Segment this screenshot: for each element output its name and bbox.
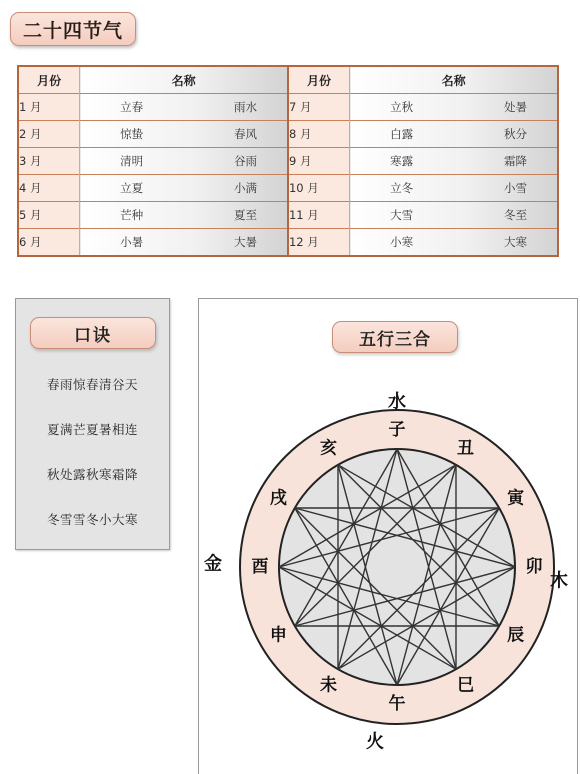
names-cell [350, 148, 558, 175]
names-cell [80, 202, 288, 229]
names-cell [350, 94, 558, 121]
month-cell: 2 月 [18, 121, 80, 148]
names-cell [350, 229, 558, 257]
term-name: 春风 [233, 127, 257, 141]
table-row [18, 175, 558, 202]
month-cell: 1 月 [18, 94, 80, 121]
term-name: 立春 [120, 100, 144, 114]
table-row [18, 121, 558, 148]
month-cell: 4 月 [18, 175, 80, 202]
element-east: 木 [550, 570, 568, 592]
month-cell: 10 月 [288, 175, 350, 202]
month-cell: 11 月 [288, 202, 350, 229]
element-west: 金 [204, 553, 222, 575]
inner-circle [279, 449, 515, 685]
verse-line: 春雨惊春清谷天 [46, 377, 138, 392]
table-row [18, 148, 558, 175]
branch-label: 未 [320, 675, 337, 696]
verse-line: 冬雪雪冬小大寒 [46, 512, 138, 527]
term-name: 白露 [390, 127, 414, 141]
term-name: 处暑 [504, 100, 527, 114]
branch-label: 申 [269, 625, 287, 646]
branch-label: 午 [388, 694, 406, 714]
term-name: 霜降 [504, 154, 527, 168]
wuxing-wheel-diagram [199, 299, 577, 774]
element-south: 火 [366, 731, 384, 753]
verse-panel [15, 298, 170, 550]
page-title: 二十四节气 [10, 12, 136, 46]
term-name: 大暑 [233, 235, 257, 249]
wuxing-panel [198, 298, 578, 774]
term-name: 雨水 [233, 100, 257, 114]
month-cell: 3 月 [18, 148, 80, 175]
name-header: 名称 [350, 66, 558, 94]
names-cell [80, 94, 288, 121]
solar-terms-table [17, 65, 559, 257]
branch-label: 戌 [269, 488, 287, 509]
term-name: 立秋 [390, 100, 414, 114]
month-cell: 8 月 [288, 121, 350, 148]
branch-label: 酉 [251, 557, 269, 577]
names-cell [350, 121, 558, 148]
branch-label: 寅 [507, 488, 525, 509]
term-name: 立夏 [120, 181, 144, 195]
month-cell: 9 月 [288, 148, 350, 175]
verse-line: 秋处露秋寒霜降 [46, 467, 138, 482]
term-name: 小暑 [120, 235, 144, 249]
table-row [18, 229, 558, 257]
names-cell [80, 121, 288, 148]
term-name: 冬至 [504, 208, 527, 222]
verse-title: 口诀 [30, 317, 156, 349]
term-name: 大寒 [504, 235, 527, 249]
term-name: 立冬 [390, 181, 414, 195]
verse-line: 夏满芒夏暑相连 [46, 422, 138, 437]
term-name: 寒露 [390, 154, 414, 168]
term-name: 芒种 [120, 208, 144, 222]
term-name: 夏至 [233, 208, 257, 222]
table-row [18, 94, 558, 121]
term-name: 惊蛰 [120, 127, 144, 141]
term-name: 小寒 [390, 235, 414, 249]
branch-label: 丑 [457, 438, 474, 459]
term-name: 大雪 [390, 208, 414, 222]
term-name: 小雪 [504, 181, 527, 195]
term-name: 谷雨 [233, 154, 257, 168]
table-header-row [18, 66, 558, 94]
term-name: 小满 [233, 181, 257, 195]
branch-label: 巳 [457, 675, 474, 696]
names-cell [350, 202, 558, 229]
branch-label: 子 [388, 420, 406, 440]
name-header: 名称 [80, 66, 288, 94]
table-row [18, 202, 558, 229]
month-cell: 6 月 [18, 229, 80, 257]
term-name: 清明 [120, 154, 144, 168]
names-cell [80, 148, 288, 175]
month-cell: 7 月 [288, 94, 350, 121]
term-name: 秋分 [504, 127, 527, 141]
month-header: 月份 [288, 66, 350, 94]
month-header: 月份 [18, 66, 80, 94]
names-cell [80, 175, 288, 202]
branch-label: 亥 [320, 438, 337, 459]
month-cell: 5 月 [18, 202, 80, 229]
branch-label: 辰 [507, 625, 525, 646]
names-cell [350, 175, 558, 202]
wuxing-title: 五行三合 [332, 321, 458, 353]
month-cell: 12 月 [288, 229, 350, 257]
element-north: 水 [388, 391, 406, 413]
branch-label: 卯 [525, 557, 543, 577]
names-cell [80, 229, 288, 257]
